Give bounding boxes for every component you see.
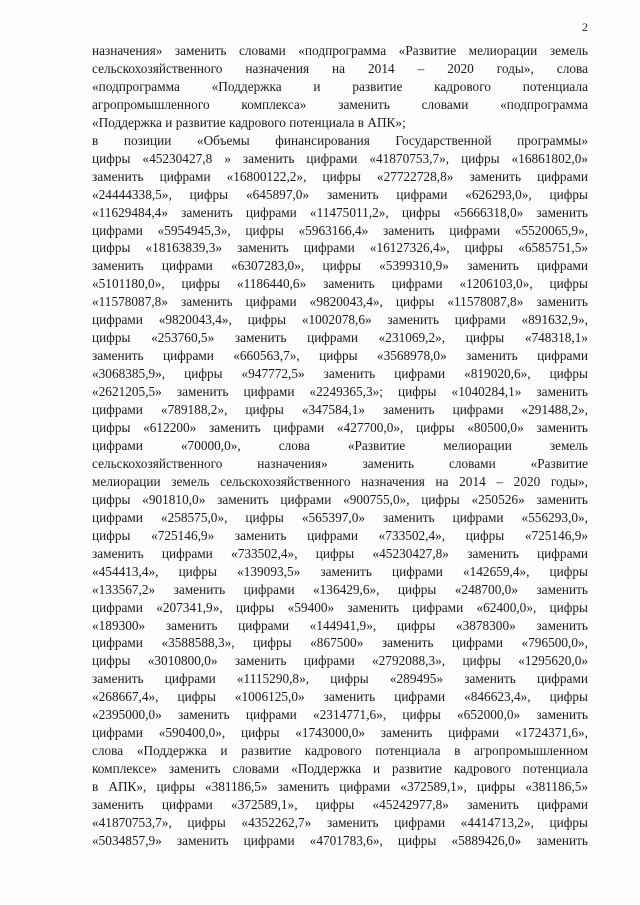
text-line: «11578087,8» заменить цифрами «9820043,4», цифры «11578087,8» заменить [92,294,588,310]
text-line: «Поддержка и развитие кадрового потенциала в АПК»; [92,114,406,130]
text-line: сельскохозяйственного назначения на 2014 – 2020 годы», слова [92,60,588,76]
text-line: «133567,2» заменить цифрами «136429,6», цифры «248700,0» заменить [92,581,588,597]
text-line: слова «Поддержка и развитие кадрового потенциала в агропромышленном [92,743,588,759]
text-line: заменить цифрами «1115290,8», цифры «289495» заменить цифрами [92,671,588,687]
text-line: «11629484,4» заменить цифрами «11475011,2», цифры «5666318,0» заменить [92,204,588,220]
text-line: цифры «45230427,8 » заменить цифрами «41870753,7», цифры «16861802,0» [92,150,588,166]
text-line: заменить цифрами «6307283,0», цифры «5399310,9» заменить цифрами [92,258,588,274]
text-line: «подпрограмма «Поддержка и развитие кадрового потенциала [92,78,588,94]
text-line: назначения» заменить словами «подпрограмма «Развитие мелиорации земель [92,43,588,58]
text-line: агропромышленного комплекса» заменить словами «подпрограмма [92,96,588,112]
text-line: «189300» заменить цифрами «144941,9», цифры «3878300» заменить [92,617,588,633]
text-line: заменить цифрами «372589,1», цифры «45242977,8» заменить цифрами [92,797,588,813]
text-line: «24444338,5», цифры «645897,0» заменить цифрами «626293,0», цифры [92,186,588,202]
page-number: 2 [582,20,588,34]
text-line: мелиорации земель сельскохозяйственного назначения на 2014 – 2020 годы», [92,473,588,489]
text-line: «3068385,9», цифры «947772,5» заменить цифрами «819020,6», цифры [92,366,588,382]
text-line: цифры «253760,5» заменить цифрами «231069,2», цифры «748318,1» [92,330,588,346]
text-line: «41870753,7», цифры «4352262,7» заменить цифрами «4414713,2», цифры [92,814,588,830]
text-line: цифрами «5954945,3», цифры «5963166,4» заменить цифрами «5520065,9», [92,222,588,238]
text-line: «5034857,9» заменить цифрами «4701783,6», цифры «5889426,0» заменить [92,832,588,848]
text-line: «2621205,5» заменить цифрами «2249365,3»; цифры «1040284,1» заменить [92,384,588,400]
text-line: цифрами «9820043,4», цифры «1002078,6» заменить цифрами «891632,9», [92,312,588,328]
text-line: цифрами «258575,0», цифры «565397,0» заменить цифрами «556293,0», [92,509,588,525]
text-line: комплексе» заменить словами «Поддержка и развитие кадрового потенциала [92,761,588,777]
text-line: «268667,4», цифры «1006125,0» заменить цифрами «846623,4», цифры [92,689,588,705]
text-line: в АПК», цифры «381186,5» заменить цифрами «372589,1», цифры «381186,5» [92,779,588,795]
text-line: цифрами «3588588,3», цифры «867500» заменить цифрами «796500,0», [92,635,588,651]
text-line: цифры «3010800,0» заменить цифрами «2792088,3», цифры «1295620,0» [92,653,588,669]
text-line: цифры «901810,0» заменить цифрами «900755,0», цифры «250526» заменить [92,491,588,507]
text-line: цифрами «70000,0», слова «Развитие мелиорации земель [92,437,588,453]
text-line: «2395000,0» заменить цифрами «2314771,6», цифры «652000,0» заменить [92,707,588,723]
text-line: цифрами «590400,0», цифры «1743000,0» заменить цифрами «1724371,6», [92,725,588,741]
body-text [92,42,588,850]
text-line: цифрами «207341,9», цифры «59400» заменить цифрами «62400,0», цифры [92,599,588,615]
text-line: заменить цифрами «660563,7», цифры «3568978,0» заменить цифрами [92,348,588,364]
text-line: цифры «725146,9» заменить цифрами «733502,4», цифры «725146,9» [92,527,588,543]
text-line: «5101180,0», цифры «1186440,6» заменить цифрами «1206103,0», цифры [92,276,588,292]
text-line: «454413,4», цифры «139093,5» заменить цифрами «142659,4», цифры [92,563,588,579]
text-line: заменить цифрами «16800122,2», цифры «27722728,8» заменить цифрами [92,168,588,184]
text-line: заменить цифрами «733502,4», цифры «45230427,8» заменить цифрами [92,545,588,561]
text-line: цифры «18163839,3» заменить цифрами «16127326,4», цифры «6585751,5» [92,240,588,256]
text-line: сельскохозяйственного назначения» заменить словами «Развитие [92,455,588,471]
text-line: в позиции «Объемы финансирования Государственной программы» [92,132,588,148]
text-line: цифрами «789188,2», цифры «347584,1» заменить цифрами «291488,2», [92,402,588,418]
text-line: цифры «612200» заменить цифрами «427700,0», цифры «80500,0» заменить [92,420,588,436]
